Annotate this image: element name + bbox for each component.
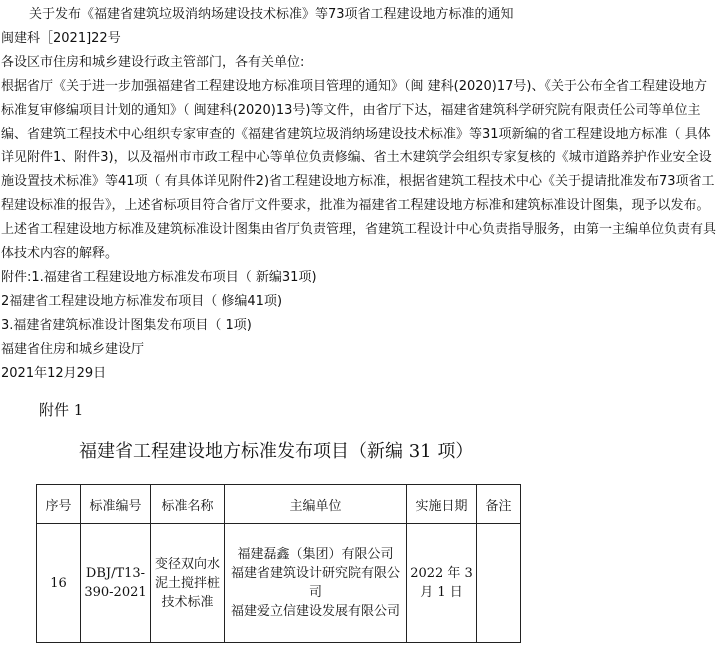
- header-code: 标准编号: [81, 485, 151, 524]
- cell-code: [81, 524, 151, 643]
- standards-table: [36, 484, 521, 643]
- cell-no: 16: [37, 524, 81, 643]
- header-date: 实施日期: [407, 485, 477, 524]
- attachment-list-item: 附件:1.福建省工程建设地方标准发布项目（ 新编31项): [1, 269, 317, 285]
- table-row: [37, 524, 521, 643]
- attachment-list-item: 3.福建省建筑标准设计图集发布项目（ 1项): [1, 317, 252, 333]
- standard-name: 变径双向水泥土搅拌桩技术标准: [154, 556, 220, 610]
- editor-unit: 福建爱立信建设发展有限公司: [230, 604, 400, 619]
- header-no: 序号: [37, 485, 81, 524]
- notice: [1, 3, 717, 386]
- cell-date: [407, 524, 477, 643]
- attachment-label: 附件 1: [39, 401, 84, 419]
- header-units: 主编单位: [225, 485, 407, 524]
- cell-name: [151, 524, 225, 643]
- doc-number: 闽建科［2021]22号: [1, 30, 121, 46]
- addressee: 各设区市住房和城乡建设行政主管部门，各有关单位:: [1, 54, 305, 70]
- notice-title: 关于发布《福建省建筑垃圾消纳场建设技术标准》等73项省工程建设地方标准的通知: [29, 7, 514, 22]
- body-paragraph-1: 根据省厅《关于进一步加强福建省工程建设地方标准项目管理的通知》（闽 建科(2020)17号)、《关于公布全省工程建设地方标准复审修编项目计划的通知》（ 闽建科(2020)13号)等文件，由省厅下达，福建省建筑科学研究院有限责任公司等单位主编、省建筑工程技术中心组织专家审查的《福建省建筑垃圾消纳场建设技术标准》等31项新编的省工程建设地方标准（ 具体详见附件1、附件3)，以及福州市市政工程中心等单位负责修编、省土木建筑学会组织专家复核的《城市道路养护作业安全设施设置技术标准》等41项（ 有具体详见附件2)省工程建设地方标准，根据省建筑工程技术中心《关于提请批准发布73项省工程建设标准的报告》，上述省标项目符合省厅文件要求，批准为福建省工程建设地方标准和建筑标准设计图集，现予以发布。: [1, 78, 715, 214]
- body-paragraph-2: 上述省工程建设地方标准及建筑标准设计图集由省厅负责管理，省建筑工程设计中心负责指导服务，由第一主编单位负责有具体技术内容的解释。: [1, 222, 717, 262]
- editor-unit: 福建省建筑设计研究院有限公司: [230, 566, 400, 600]
- header-name: 标准名称: [151, 485, 225, 524]
- standard-code: DBJ/T13-390-2021: [84, 566, 147, 600]
- attachment-title: 福建省工程建设地方标准发布项目（新编 31 项）: [79, 441, 474, 462]
- effective-date: 2022 年 3 月 1 日: [410, 566, 473, 600]
- cell-remark: [477, 524, 521, 643]
- header-remark: 备注: [477, 485, 521, 524]
- editor-unit: 福建磊鑫（集团）有限公司: [237, 547, 394, 562]
- attachment-list-item: 2福建省工程建设地方标准发布项目（ 修编41项): [1, 293, 283, 309]
- issue-date: 2021年12月29日: [1, 365, 107, 381]
- cell-units: [225, 524, 407, 643]
- issuer: 福建省住房和城乡建设厅: [1, 341, 145, 357]
- table-header-row: [37, 485, 521, 524]
